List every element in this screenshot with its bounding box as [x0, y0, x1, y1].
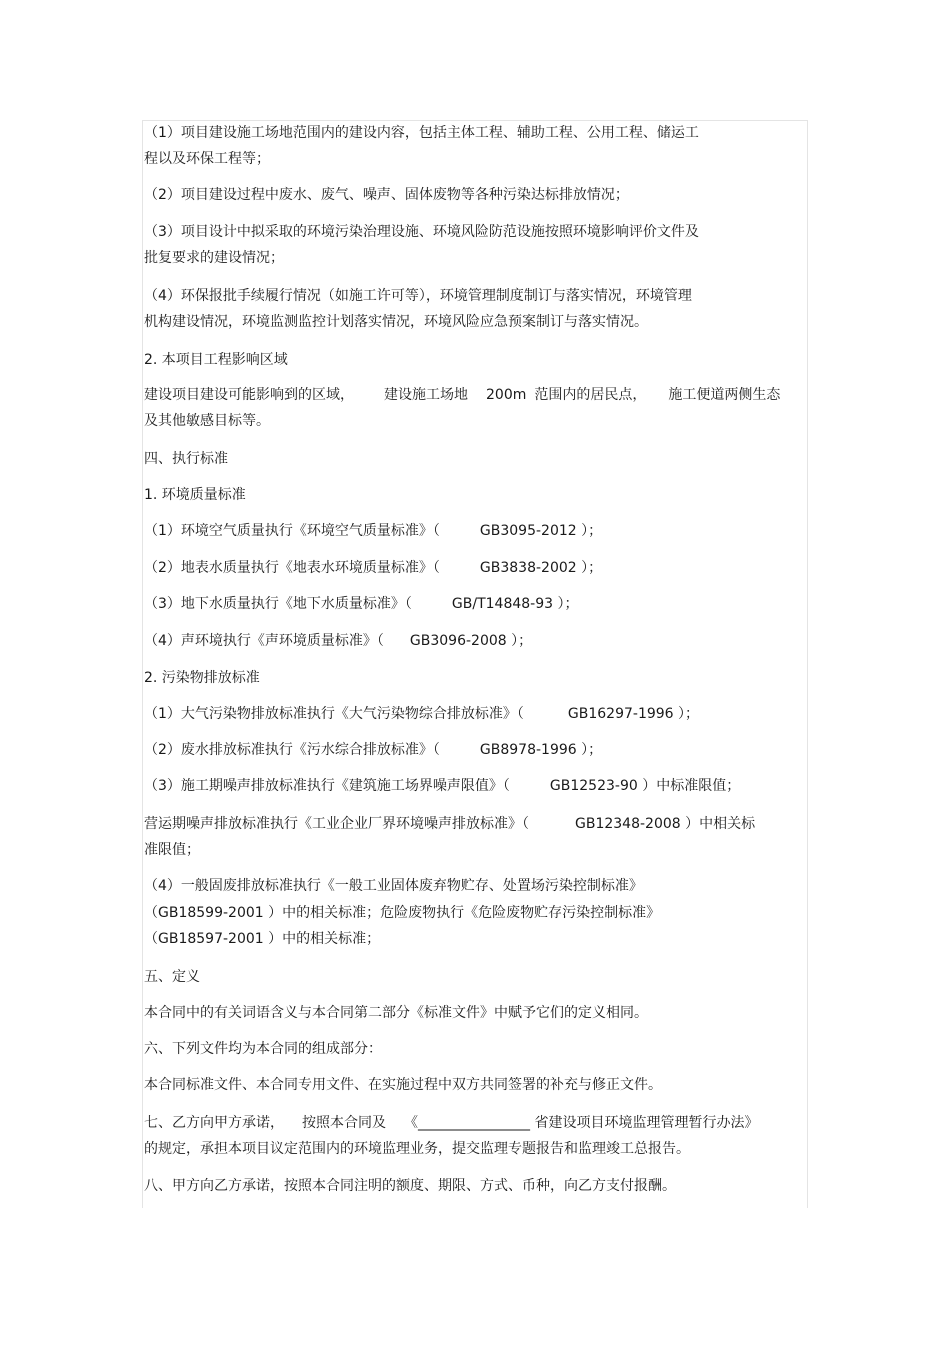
subheading-quality-standards: 1. 环境质量标准	[144, 487, 246, 503]
quality-standard-3-text: （3）地下水质量执行《地下水质量标准》（	[144, 596, 412, 612]
quality-standard-4	[144, 632, 532, 650]
scope-item-1-line-1: （1）项目建设施工场地范围内的建设内容，包括主体工程、辅助工程、公用工程、储运工	[144, 125, 699, 141]
quality-standard-2-code: GB3838-2002 ）；	[479, 560, 603, 576]
section-heading-impact-area: 2. 本项目工程影响区域	[144, 352, 288, 368]
impact-area-text-a: 建设项目建设可能影响到的区域，	[144, 387, 354, 403]
quality-standard-2	[144, 559, 602, 577]
quality-standard-1-code: GB3095-2012 ）；	[479, 523, 603, 539]
section-heading-definitions: 五、定义	[144, 969, 200, 985]
emission-standard-3b-line-1	[144, 815, 755, 833]
scope-item-1-line-2: 程以及环保工程等；	[144, 151, 270, 167]
subheading-emission-standards: 2. 污染物排放标准	[144, 670, 260, 686]
emission-standard-2-text: （2）废水排放标准执行《污水综合排放标准》（	[144, 742, 440, 758]
party-b-commitment-line-2: 的规定，承担本项目议定范围内的环境监理业务，提交监理专题报告和监理竣工总报告。	[144, 1141, 690, 1157]
impact-area-text-b: 建设施工场地	[384, 387, 468, 403]
emission-standard-2	[144, 741, 602, 759]
scope-item-3-line-2: 批复要求的建设情况；	[144, 250, 284, 266]
section-heading-party-a-commitment: 八、甲方向乙方承诺，按照本合同注明的额度、期限、方式、币种，向乙方支付报酬。	[144, 1178, 676, 1194]
emission-standard-3b-text: 营运期噪声排放标准执行《工业企业厂界环境噪声排放标准》（	[144, 816, 529, 832]
scope-item-4-line-1: （4）环保报批手续履行情况（如施工许可等），环境管理制度制订与落实情况，环境管理	[144, 288, 692, 304]
scope-item-4-line-2: 机构建设情况，环境监测监控计划落实情况，环境风险应急预案制订与落实情况。	[144, 314, 648, 330]
scope-item-3-line-1: （3）项目设计中拟采取的环境污染治理设施、环境风险防范设施按照环境影响评价文件及	[144, 224, 699, 240]
emission-standard-4-line-2: （GB18599-2001 ）中的相关标准；危险废物执行《危险废物贮存污染控制标准》	[144, 905, 661, 921]
impact-area-text-e: 施工便道两侧生态	[668, 387, 781, 403]
definitions-text: 本合同中的有关词语含义与本合同第二部分《标准文件》中赋予它们的定义相同。	[144, 1005, 648, 1021]
emission-standard-4-line-1: （4）一般固废排放标准执行《一般工业固体废弃物贮存、处置场污染控制标准》	[144, 878, 643, 894]
emission-standard-1	[144, 705, 699, 723]
quality-standard-3-code: GB/T14848-93 ）；	[451, 596, 579, 612]
emission-standard-3	[144, 777, 740, 795]
scope-item-2: （2）项目建设过程中废水、废气、噪声、固体废物等各种污染达标排放情况；	[144, 187, 629, 203]
emission-standard-3-code: GB12523-90 ）中标准限值；	[549, 778, 741, 794]
emission-standard-3-text: （3）施工期噪声排放标准执行《建筑施工场界噪声限值》（	[144, 778, 510, 794]
quality-standard-4-text: （4）声环境执行《声环境质量标准》（	[144, 633, 384, 649]
party-b-commitment-text-b: 按照本合同及	[302, 1115, 386, 1131]
party-b-commitment-text-c: 《________________ 省建设项目环境监理管理暂行办法》	[404, 1115, 759, 1131]
contract-documents-text: 本合同标准文件、本合同专用文件、在实施过程中双方共同签署的补充与修正文件。	[144, 1077, 662, 1093]
emission-standard-3b-code: GB12348-2008 ）中相关标	[575, 816, 756, 832]
emission-standard-4-line-3: （GB18597-2001 ）中的相关标准；	[144, 931, 381, 947]
section-heading-contract-documents: 六、下列文件均为本合同的组成部分：	[144, 1041, 382, 1057]
section-heading-party-b-commitment	[144, 1114, 758, 1132]
emission-standard-1-code: GB16297-1996 ）；	[567, 706, 700, 722]
quality-standard-3	[144, 595, 578, 613]
section-heading-standards: 四、执行标准	[144, 451, 228, 467]
impact-area-line-1	[144, 386, 780, 404]
party-b-commitment-text-a: 七、乙方向甲方承诺，	[144, 1115, 284, 1131]
impact-area-text-d: 范围内的居民点，	[534, 387, 647, 403]
impact-area-line-2: 及其他敏感目标等。	[144, 413, 270, 429]
emission-standard-1-text: （1）大气污染物排放标准执行《大气污染物综合排放标准》（	[144, 706, 524, 722]
quality-standard-1	[144, 522, 602, 540]
impact-area-distance: 200m	[486, 387, 527, 403]
emission-standard-2-code: GB8978-1996 ）；	[479, 742, 603, 758]
quality-standard-4-code: GB3096-2008 ）；	[409, 633, 533, 649]
quality-standard-2-text: （2）地表水质量执行《地表水环境质量标准》（	[144, 560, 440, 576]
quality-standard-1-text: （1）环境空气质量执行《环境空气质量标准》（	[144, 523, 440, 539]
emission-standard-3b-line-2: 准限值；	[144, 842, 200, 858]
